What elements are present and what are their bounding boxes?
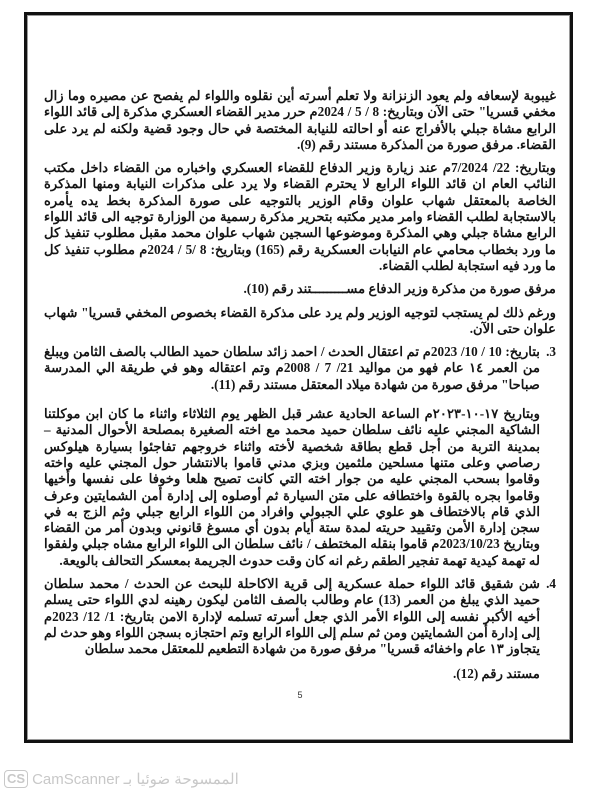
- paragraph: غيبوبة لإسعافه ولم يعود الزنزانة ولا تعلم أسرته أين نقلوه واللواء لم يفصح عن مصيره وما زال مخفي قسريا" حتى الآن وبتاريخ: 8 / 5 / 2024م حرر مدير القضاء العسكري مذكرة إلى قائد اللواء الرابع مشاة جبلي بالأفراج عنه أو احالته للنيابة المختصة في حال وجود قضية ولكنه لم يرد على القضاء. مرفق صورة من المذكرة مستند رقم (9).: [44, 88, 556, 152]
- watermark-arabic-text: الممسوحة ضوئيا بـ: [123, 771, 239, 788]
- watermark-text: CamScanner: [32, 770, 120, 788]
- paragraph: وبتاريخ: 22/ 7/2024م عند زيارة وزير الدفاع للقضاء العسكري واخباره من القضاء داخل مكتب النائب العام ان قائد اللواء الرابع لا يحترم القضاء ولا يرد على مذكرات النيابة ومنها المذكرة الخاصة بالمعتقل شهاب علوان وقام الوزير بالتوجيه على صورة المذكرة بخط يده يأمره بالاستجابة لطلب القضاء وامر مدير مكتبه بتحرير مذكرة رسمية من الوزارة توجيه الى قائد اللواء الرابع مشاة جبلي وهي المذكرة وموضوعها السجين شهاب علوان محمد مقبل مطلوب تنفيذ كل ما ورد بخطاب محامي عام النيابات العسكرية رقم (165) وبتاريخ: 8 /5 / 2024م مطلوب تنفيذ كل ما ورد فيه استجابة لطلب القضاء.: [44, 160, 556, 273]
- document-body: [44, 88, 556, 695]
- camscanner-logo-icon: CS: [4, 770, 28, 788]
- paragraph: وبتاريخ ١٧-١٠-٢٠٢٣م الساعة الحادية عشر قبل الظهر يوم الثلاثاء واثناء ما كان ابن موكلتنا الشاكية المجني عليه نائف سلطان حميد محمد مع اخته الصغيرة بمصلحة الأحوال المدنية – بمدينة التربة من أجل قطع بطاقة شخصية لأخته واثناء خروجهم تفاجئوا بسيارة هيلوكس رصاصي وعلى متنها مسلحين ملثمين وبزي مدني قاموا بالانتشار حول المجني عليه واخته وقاموا بسحب المجني عليه من جوار اخته التي كانت تصيح هلعا وخوفا على نفسها وأخيها وقاموا بجره بالقوة واختطافه على متن السيارة ثم أوصلوه إلى إدارة أمن الشمايتين وعرف الذي قام بالاختطاف هو علوي علي الجبولي وافراد من اللواء الرابع جبلي وثم الزج به في سجن إدارة الأمن وتقييد حريته لمدة ستة أيام بدون أي مسوغ قانوني وبدون أمر من القضاء وبتاريخ 2023/10/23م قاموا بنقله المختطف / نائف سلطان الى اللواء الرابع مشاه جبلي ولفقوا له تهمة كيدية تهمة تفجير الطقم رغم انه كان وقت حدوث الجريمة بمعسكر التحالف بالويعة.: [44, 406, 540, 568]
- item-number: 4.: [546, 576, 556, 592]
- item-body: [44, 344, 540, 400]
- numbered-item-4: [44, 576, 556, 689]
- page-number: 5: [297, 690, 303, 700]
- paragraph: ورغم ذلك لم يستجب لتوجيه الوزير ولم يرد على مذكرة القضاء بخصوص المخفي قسريا" شهاب علوان حتى الآن.: [44, 304, 556, 336]
- paragraph: شن شقيق قائد اللواء حملة عسكرية إلى قرية الاكاحلة للبحث عن الحدث / محمد سلطان حميد الذي يبلغ من العمر (13) عام وطالب بالصف الثامن ليكون رهينه لدي اللواء حتى يسلم أخيه الأكبر نفسه إلى اللواء الأمر الذي جعل أسرته تسلمه لإدارة الامن بتاريخ: 1/ 12/ 2023م إلى إدارة أمن الشمايتين ومن ثم سلم إلى اللواء الرابع وتم احتجازه بسجن اللواء وهو حدث لم يتجاوز ١٣ عام واخفائه قسريا" مرفق صورة من شهادة التطعيم للمعتقل محمد سلطان: [44, 576, 541, 657]
- item-body: [44, 576, 540, 689]
- camscanner-watermark: [4, 770, 239, 788]
- paragraph: مستند رقم (12).: [452, 665, 540, 681]
- paragraph: مرفق صورة من مذكرة وزير الدفاع مســـــــــتند رقم (10).: [243, 281, 556, 297]
- numbered-item-3: [44, 344, 556, 400]
- paragraph: بتاريخ: 10 / 10/ 2023م تم اعتقال الحدث / احمد زائد سلطان حميد الطالب بالصف الثامن ويبلغ من العمر ١٤ عام فهو من مواليد 21/ 7 / 2008م وتم اعتقاله وهو في طريقة الي المدرسة صباحا" مرفق صورة من شهادة ميلاد المعتقل مستند رقم (11).: [44, 344, 541, 392]
- item-number: 3.: [546, 344, 556, 360]
